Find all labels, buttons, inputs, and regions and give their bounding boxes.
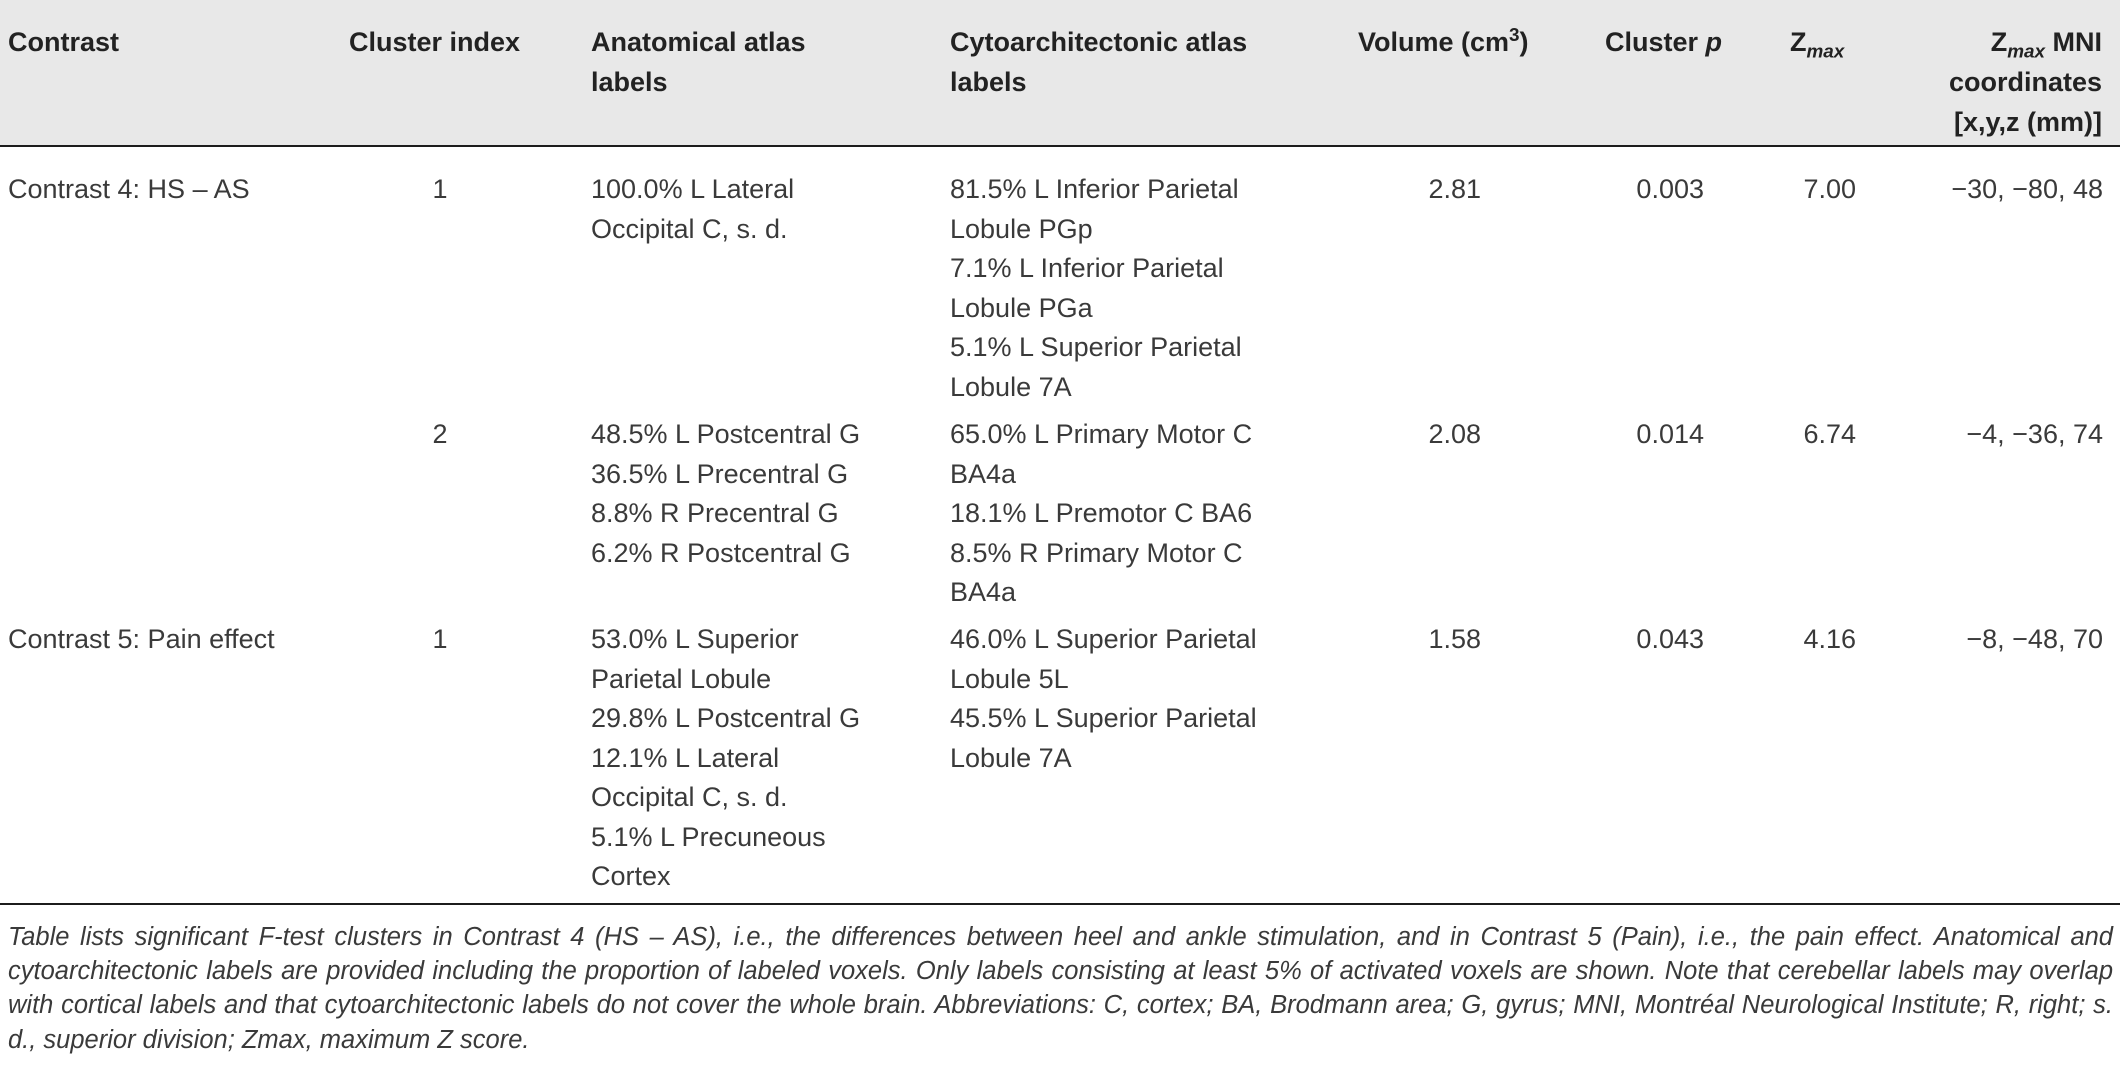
header-cytoarchitectonic-atlas-labels: Cytoarchitectonic atlas labels bbox=[950, 27, 1248, 97]
cell-mni-coordinates: −4, −36, 74 bbox=[1966, 419, 2103, 449]
cell-contrast: Contrast 4: HS – AS bbox=[8, 174, 250, 204]
cell-mni-coordinates: −8, −48, 70 bbox=[1966, 624, 2103, 654]
cell-zmax: 6.74 bbox=[1803, 419, 1856, 449]
header-contrast: Contrast bbox=[8, 27, 120, 57]
table-bottom-rule bbox=[0, 903, 2120, 905]
cell-cluster-p: 0.003 bbox=[1636, 174, 1704, 204]
cell-cluster-index: 1 bbox=[432, 624, 448, 654]
header-zmax: $Z_{max}$ bbox=[1790, 27, 1845, 63]
cell-cytoarchitectonic-labels: 46.0% L Superior Parietal Lobule 5L 45.5% L Superior Parietal Lobule 7A bbox=[950, 624, 1257, 773]
cell-volume: 2.08 bbox=[1428, 419, 1481, 449]
header-cluster-index: Cluster index bbox=[349, 27, 521, 57]
header-anatomical-atlas-labels: Anatomical atlas labels bbox=[591, 27, 806, 97]
header-rule bbox=[0, 145, 2120, 147]
cell-anatomical-labels: 53.0% L Superior Parietal Lobule 29.8% L Postcentral G 12.1% L Lateral Occipital C, s. d. 5.1% L Precuneous Cortex bbox=[591, 624, 861, 891]
cell-cluster-index: 2 bbox=[432, 419, 448, 449]
cell-volume: 2.81 bbox=[1428, 174, 1481, 204]
cell-cluster-p: 0.043 bbox=[1636, 624, 1704, 654]
cell-volume: 1.58 bbox=[1428, 624, 1481, 654]
cell-contrast: Contrast 5: Pain effect bbox=[8, 624, 275, 654]
cell-zmax: 4.16 bbox=[1803, 624, 1856, 654]
cell-cytoarchitectonic-labels: 81.5% L Inferior Parietal Lobule PGp 7.1% L Inferior Parietal Lobule PGa 5.1% L Superior Parietal Lobule 7A bbox=[950, 174, 1242, 402]
cell-mni-coordinates: −30, −80, 48 bbox=[1951, 174, 2103, 204]
cell-cluster-p: 0.014 bbox=[1636, 419, 1704, 449]
header-zmax-mni-coordinates: $Z_{max}$ MNI coordinates [x,y,z (mm)] bbox=[1948, 27, 2102, 137]
cell-cluster-index: 1 bbox=[432, 174, 448, 204]
table-caption: Table lists significant F-test clusters in Contrast 4 (HS – AS), i.e., the differences between heel and ankle stimulation, and in Contrast 5 (Pain), i.e., the pain effect. Anatomical and cytoarchitectonic labels are provided including the proportion of labeled voxels. Only labels consisting at least 5% of activated voxels are shown. Note that cerebellar labels may overlap with cortical labels and that cytoarchitectonic labels do not cover the whole brain. Abbreviations: C, cortex; BA, Brodmann area; G, gyrus; MNI, Montréal Neurological Institute; R, right; s. d., superior division; Zmax, maximum Z score. bbox=[8, 923, 2113, 1054]
cell-anatomical-labels: 100.0% L Lateral Occipital C, s. d. bbox=[591, 174, 795, 244]
header-cluster-p: Cluster p bbox=[1605, 27, 1723, 57]
cell-zmax: 7.00 bbox=[1803, 174, 1856, 204]
cell-anatomical-labels: 48.5% L Postcentral G 36.5% L Precentral G 8.8% R Precentral G 6.2% R Postcentral G bbox=[591, 419, 861, 568]
cell-cytoarchitectonic-labels: 65.0% L Primary Motor C BA4a 18.1% L Premotor C BA6 8.5% R Primary Motor C BA4a bbox=[950, 419, 1253, 607]
header-volume: Volume $(cm^3)$ bbox=[1358, 25, 1529, 57]
